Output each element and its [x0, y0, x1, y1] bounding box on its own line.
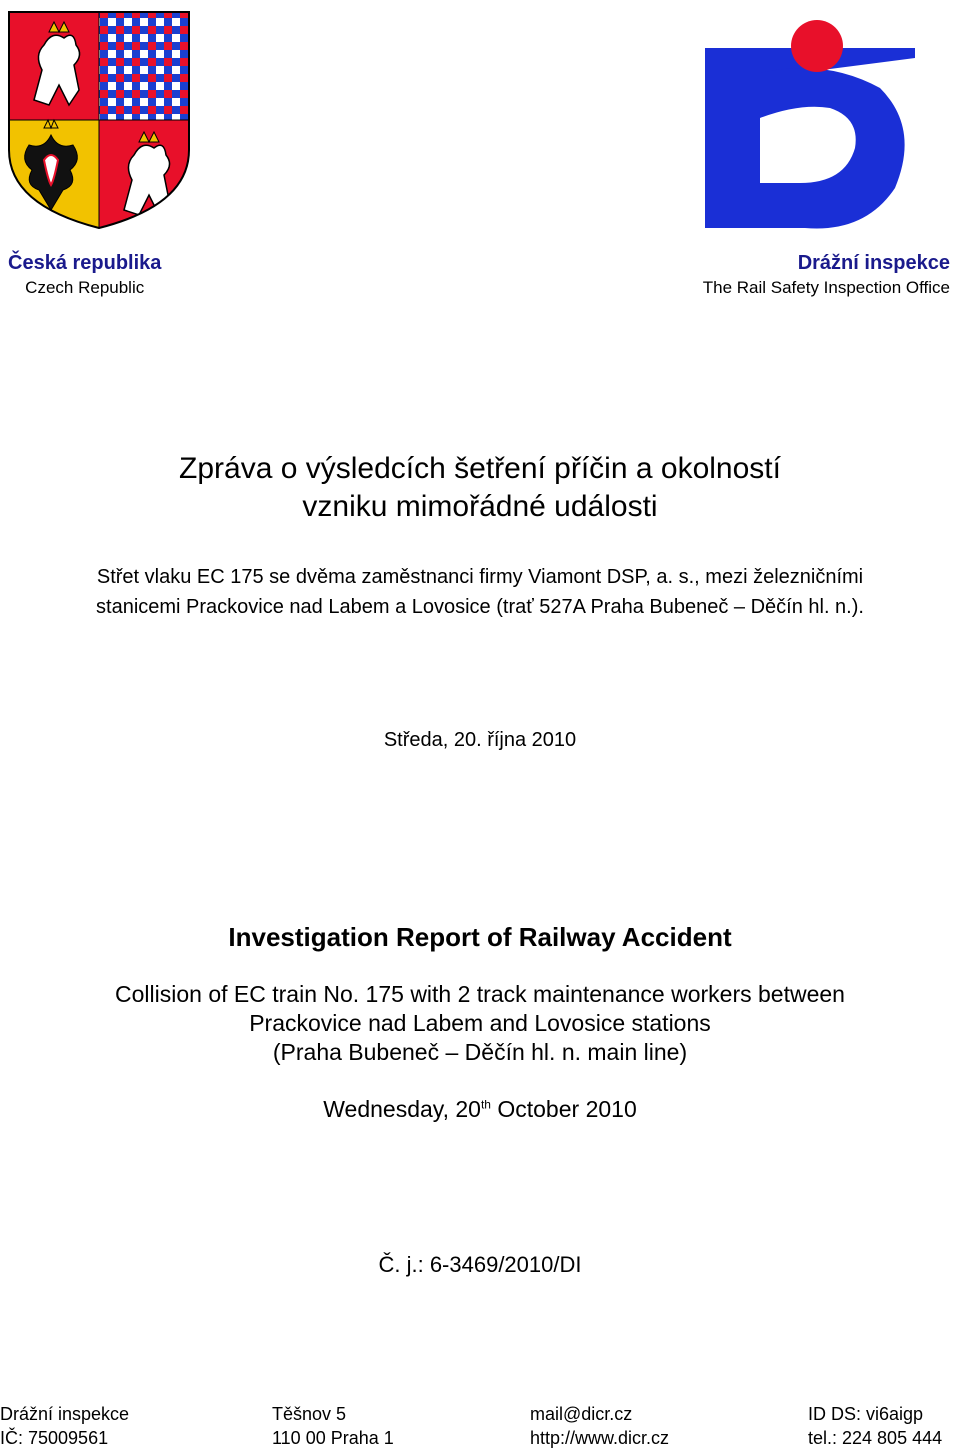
footer-col-contact	[530, 1402, 669, 1450]
incident-date-en-rest: October 2010	[490, 1096, 637, 1122]
footer-col-address	[272, 1402, 394, 1450]
header-left	[8, 250, 161, 300]
footer-office-name: Drážní inspekce	[0, 1404, 130, 1424]
incident-description-en-line1: Collision of EC train No. 175 with 2 track maintenance workers between	[115, 981, 845, 1007]
footer-email-link[interactable]: mail@dicr.cz	[530, 1404, 633, 1424]
office-name-en: The Rail Safety Inspection Office	[702, 278, 950, 297]
incident-date-en-prefix: Wednesday, 20	[323, 1096, 481, 1122]
incident-description-en	[0, 980, 960, 1067]
incident-description-cz-line1: Střet vlaku EC 175 se dvěma zaměstnanci firmy Viamont DSP, a. s., mezi železničními	[96, 566, 864, 588]
incident-date-cz: Středa, 20. října 2010	[383, 729, 577, 751]
country-name-cz: Česká republika	[8, 252, 162, 274]
incident-date-en	[0, 1094, 960, 1124]
footer-street: Těšnov 5	[272, 1404, 347, 1424]
footer-city: 110 00 Praha 1	[272, 1428, 394, 1448]
reference-number: Č. j.: 6-3469/2010/DI	[378, 1252, 582, 1277]
report-title-cz-line1: Zpráva o výsledcích šetření příčin a okolností	[179, 452, 781, 485]
header-right	[703, 250, 950, 300]
footer-data-box-id: ID DS: vi6aigp	[808, 1404, 924, 1424]
incident-description-en-line2: Prackovice nad Labem and Lovosice stations	[249, 1010, 711, 1036]
report-title-cz-line2: vzniku mimořádné události	[302, 490, 658, 523]
incident-description-cz-line2: stanicemi Prackovice nad Labem a Lovosice (trať 527A Praha Bubeneč – Děčín hl. n.).	[96, 596, 864, 618]
footer-website-link[interactable]: http://www.dicr.cz	[530, 1428, 670, 1448]
rail-safety-inspection-logo-icon	[705, 18, 915, 238]
incident-date-en-suffix: th	[480, 1097, 491, 1112]
office-name-cz: Drážní inspekce	[797, 252, 950, 274]
footer-company-id: IČ: 75009561	[0, 1428, 109, 1448]
incident-description-cz	[0, 562, 960, 622]
czech-coat-of-arms-icon	[4, 10, 194, 230]
footer-phone: tel.: 224 805 444	[808, 1428, 943, 1448]
report-title-cz	[0, 450, 960, 526]
country-name-en: Czech Republic	[25, 278, 145, 297]
report-title-en: Investigation Report of Railway Accident	[228, 922, 732, 952]
incident-description-en-line3: (Praha Bubeneč – Děčín hl. n. main line)	[272, 1039, 688, 1065]
footer-col-office	[0, 1402, 129, 1450]
footer-col-ids	[808, 1402, 942, 1450]
